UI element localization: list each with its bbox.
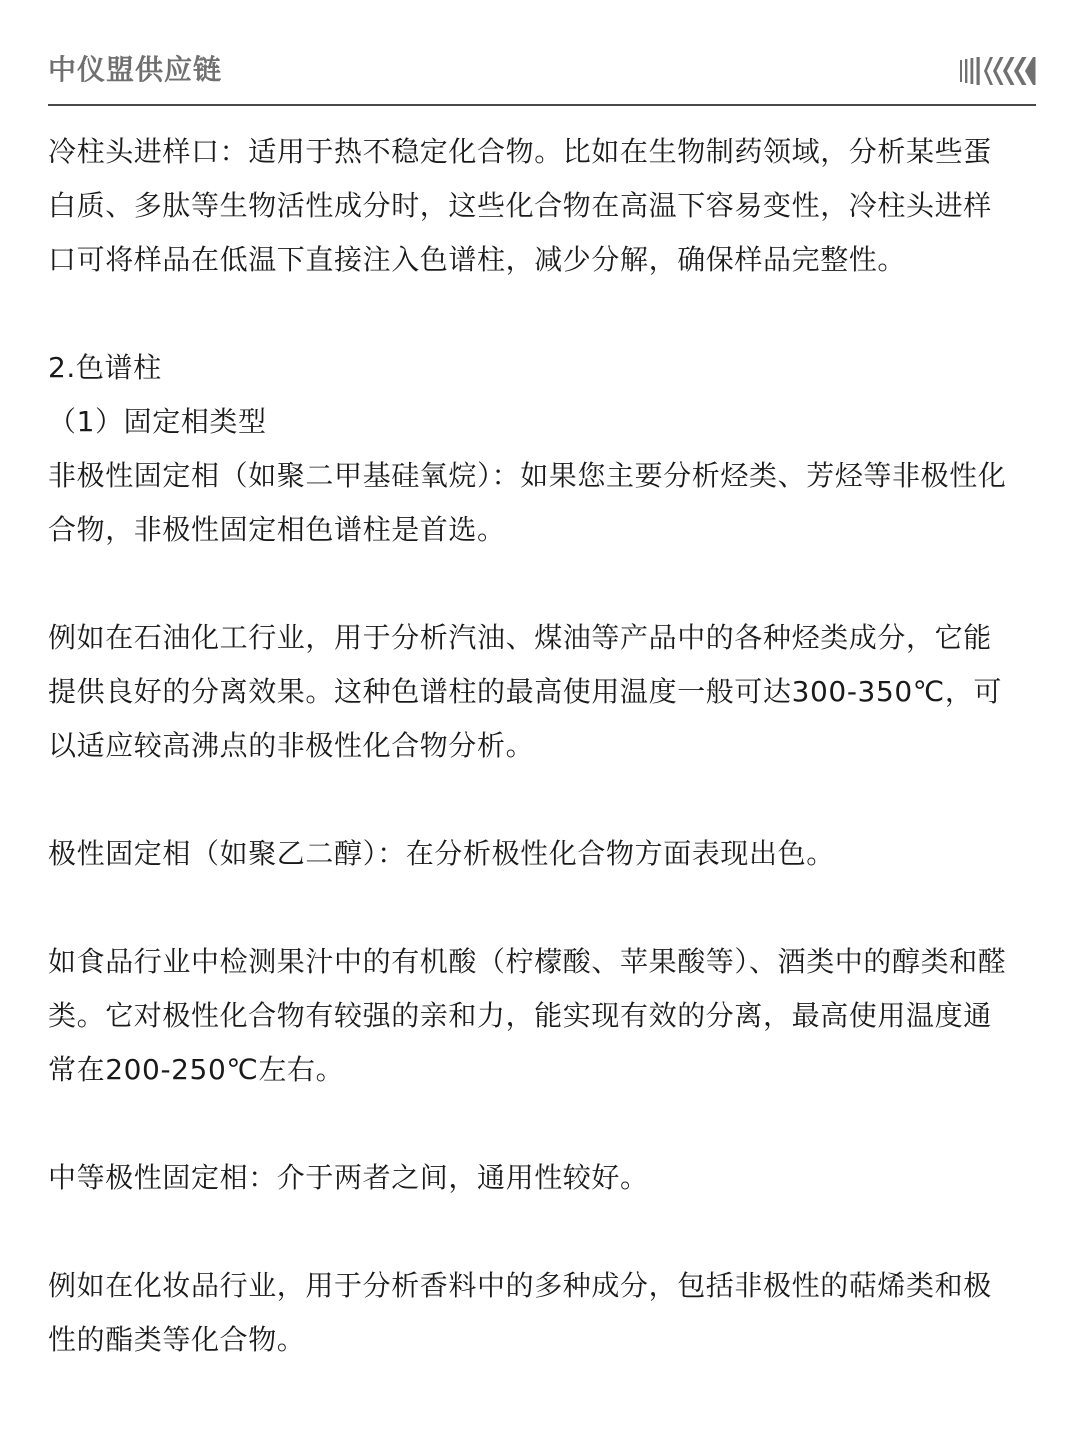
chevron-stripes-logo-icon [958, 56, 1036, 86]
section-heading-column: 2.色谱柱 [48, 351, 162, 384]
paragraph-spacer [48, 1205, 1008, 1259]
paragraph-spacer [48, 557, 1008, 611]
paragraph-spacer [48, 1097, 1008, 1151]
brand-name: 中仪盟供应链 [48, 53, 223, 86]
paragraph-polar-phase: 极性固定相（如聚乙二醇）：在分析极性化合物方面表现出色。 [48, 837, 835, 870]
paragraph-nonpolar-phase: 非极性固定相（如聚二甲基硅氧烷）：如果您主要分析烃类、芳烃等非极性化合物，非极性固定相色谱柱是首选。 [48, 459, 1007, 546]
paragraph-spacer [48, 287, 1008, 341]
paragraph-mid-polar-phase: 中等极性固定相：介于两者之间，通用性较好。 [48, 1161, 649, 1194]
paragraph-nonpolar-example: 例如在石油化工行业，用于分析汽油、煤油等产品中的各种烃类成分，它能提供良好的分离效果。这种色谱柱的最高使用温度一般可达300-350℃，可以适应较高沸点的非极性化合物分析。 [48, 621, 1003, 762]
page-header [48, 50, 1036, 100]
paragraph-cold-on-column-inlet: 冷柱头进样口：适用于热不稳定化合物。比如在生物制药领域，分析某些蛋白质、多肽等生物活性成分时，这些化合物在高温下容易变性，冷柱头进样口可将样品在低温下直接注入色谱柱，减少分解，确保样品完整性。 [48, 135, 992, 276]
paragraph-mid-polar-example: 例如在化妆品行业，用于分析香料中的多种成分，包括非极性的萜烯类和极性的酯类等化合物。 [48, 1269, 992, 1356]
paragraph-spacer [48, 773, 1008, 827]
paragraph-spacer [48, 881, 1008, 935]
subsection-heading-stationary-phase: （1）固定相类型 [48, 405, 267, 438]
article-body [48, 125, 1008, 1367]
paragraph-polar-example: 如食品行业中检测果汁中的有机酸（柠檬酸、苹果酸等）、酒类中的醇类和醛类。它对极性化合物有较强的亲和力，能实现有效的分离，最高使用温度通常在200-250℃左右。 [48, 945, 1007, 1086]
header-divider [48, 104, 1036, 106]
